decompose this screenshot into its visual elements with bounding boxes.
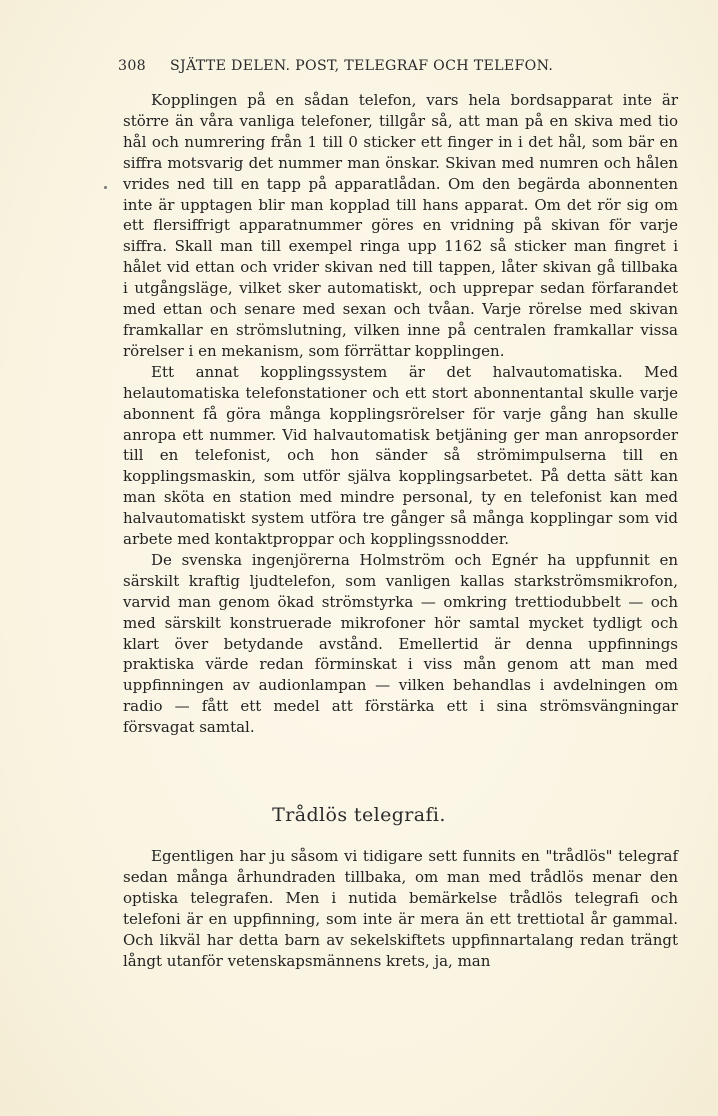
paragraph-loud-telephone: De svenska ingenjörerna Holmström och Egnér ha uppfunnit en särskilt kraftig ljudtelefon, som vanligen kallas starkströmsmikrofon, varvid man genom ökad strömstyrka — omkring trettiodubbelt — och med särskilt konstruerade mikrofoner hör samtal mycket tydligt och klart över betydande avstånd. Emellertid är denna uppfinnings praktiska värde redan förminskat i viss mån genom att man med uppfinningen av audionlampan — vilken behandlas i avdelningen om radio — fått ett medel att förstärka ett i sina strömsvängningar försvagat samtal. <box>123 550 678 737</box>
running-title: SJÄTTE DELEN. POST, TELEGRAF OCH TELEFON. <box>170 58 554 74</box>
running-head <box>118 58 618 74</box>
paragraph-dialing: Kopplingen på en sådan telefon, vars hela bordsapparat inte är större än våra vanliga telefoner, tillgår så, att man på en skiva med tio hål och numrering från 1 till 0 sticker ett finger in i det hål, som bär en siffra motsvarig det nummer man önskar. Skivan med numren och hålen vrides ned till en tapp på apparatlådan. Om den begärda abonnenten inte är upptagen blir man kopplad till hans apparat. Om det rör sig om ett flersiffrigt apparatnummer göres en vridning på skivan för varje siffra. Skall man till exempel ringa upp 1162 så sticker man fingret i hålet vid ettan och vrider skivan ned till tappen, låter skivan gå tillbaka i utgångsläge, vilket sker automatiskt, och upprepar sedan förfarandet med ettan och senare med sexan och tvåan. Varje rörelse med skivan framkallar en strömslutning, vilken inne på centralen framkallar vissa rörelser i en mekanism, som förrättar kopplingen. <box>123 91 678 360</box>
section-heading: Trådlös telegrafi. <box>272 804 446 826</box>
paragraph-wireless-telegraphy: Egentligen har ju såsom vi tidigare sett funnits en "trådlös" telegraf sedan många århundraden tillbaka, om man med trådlös menar den optiska telegrafen. Men i nutida bemärkelse trådlös telegrafi och telefoni är en uppfinning, som inte är mera än ett trettiotal år gammal. Och likväl har detta barn av sekelskiftets uppfinnartalang redan trängt långt utanför vetenskapsmännens krets, ja, man <box>123 847 678 970</box>
margin-mark <box>104 186 107 189</box>
body-text <box>123 90 678 738</box>
paragraph-semiautomatic: Ett annat kopplingssystem är det halvautomatiska. Med helautomatiska telefonstationer och ett stort abonnentantal skulle varje abonnent få göra många kopplingsrörelser för varje gång han skulle anropa ett nummer. Vid halvautomatisk betjäning ger man anropsorder till en telefonist, och hon sänder så strömimpulserna till en kopplingsmaskin, som utför själva kopplingsarbetet. På detta sätt kan man sköta en station med mindre personal, ty en telefonist kan med halvautomatiskt system utföra tre gånger så många kopplingar som vid arbete med kontaktproppar och kopplingssnodder. <box>123 362 678 549</box>
section-body <box>123 846 678 972</box>
page-number: 308 <box>118 58 146 74</box>
